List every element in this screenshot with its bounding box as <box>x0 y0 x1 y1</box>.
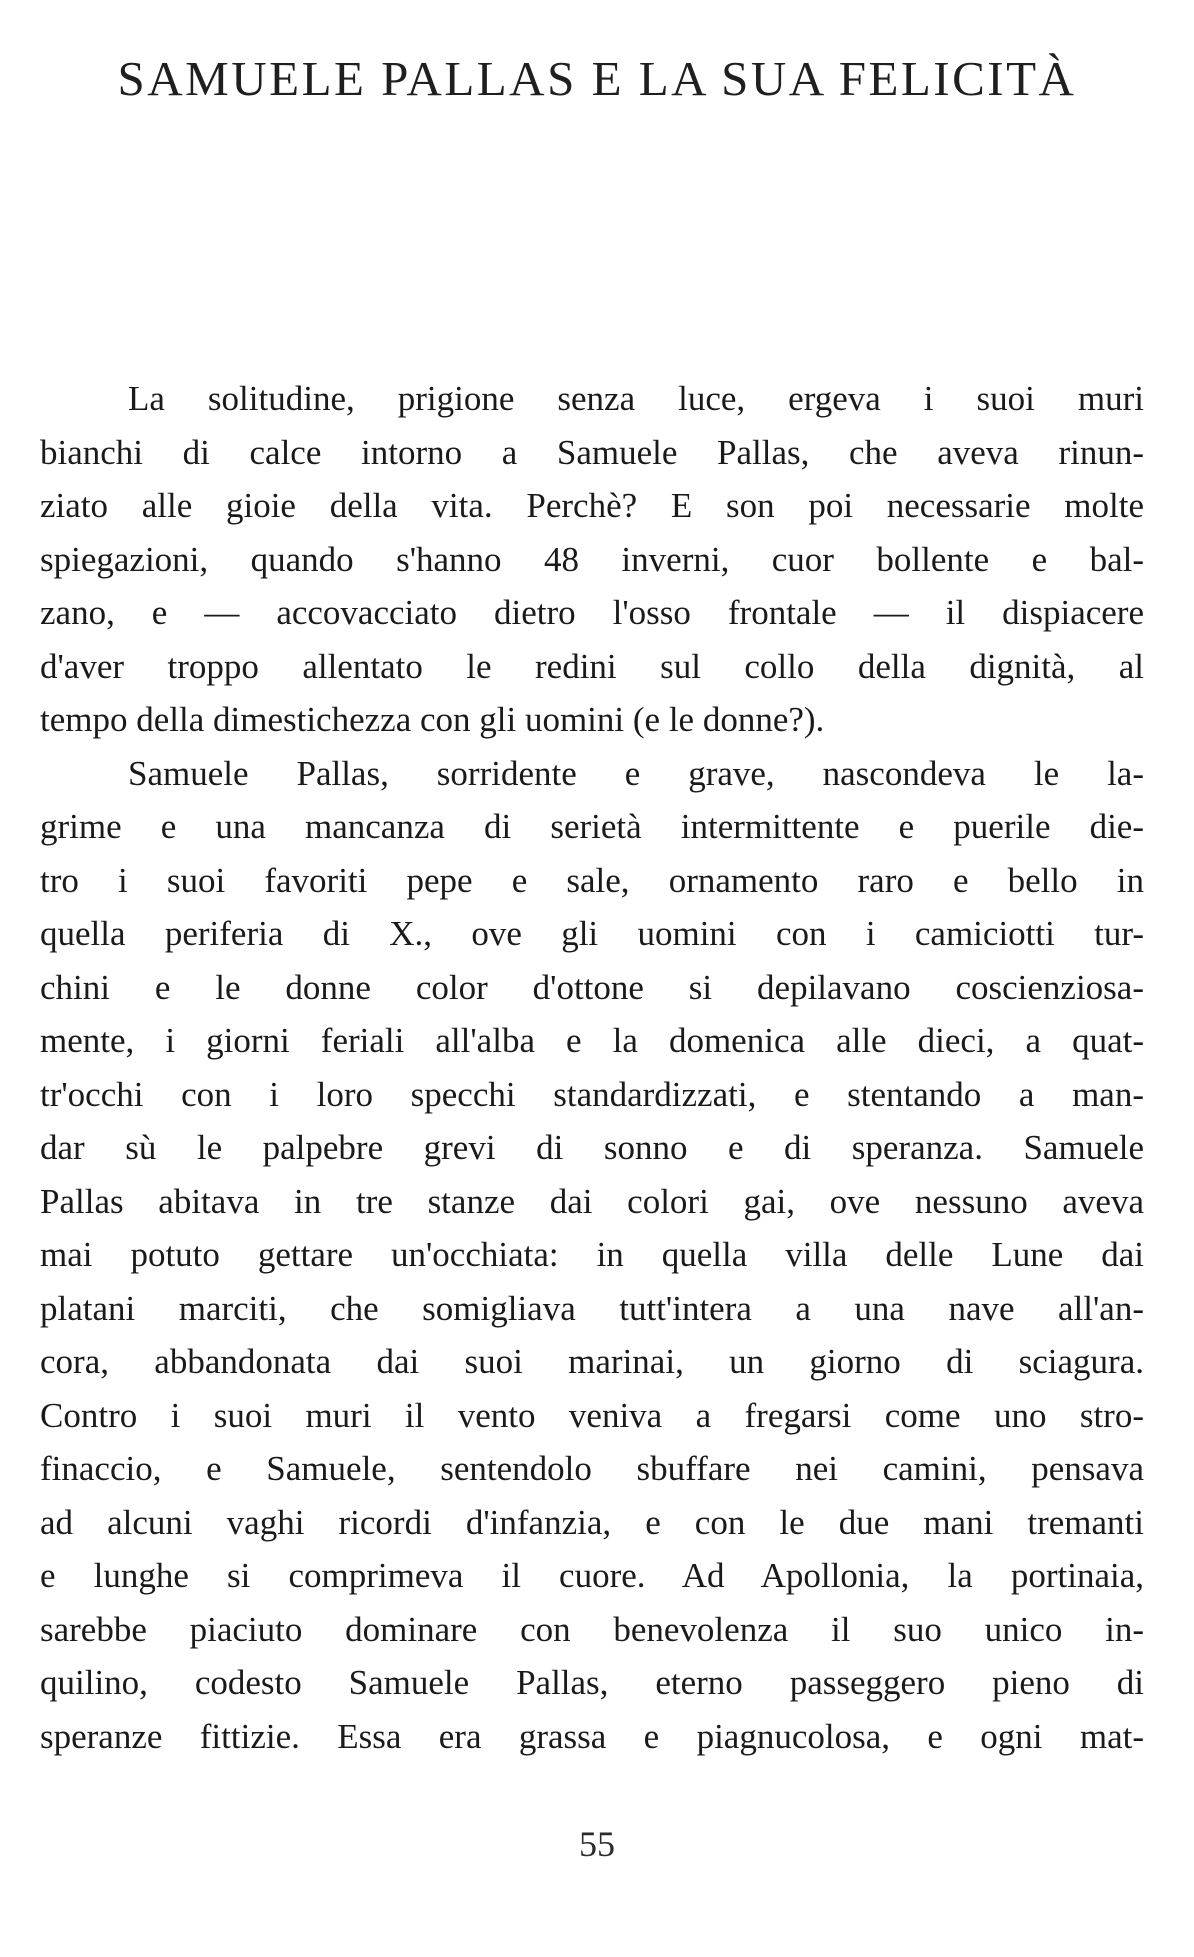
text-line: e lunghe si comprimeva il cuore. Ad Apollonia, la portinaia, <box>40 1556 1144 1595</box>
text-line: tempo della dimestichezza con gli uomini (e le donne?). <box>40 700 825 739</box>
text-line: cora, abbandonata dai suoi marinai, un giorno di sciagura. <box>40 1342 1144 1381</box>
text-line: Contro i suoi muri il vento veniva a fregarsi come uno stro- <box>40 1395 1144 1435</box>
text-line: zano, e — accovacciato dietro l'osso frontale — il dispiacere <box>40 593 1144 632</box>
text-line: dar sù le palpebre grevi di sonno e di speranza. Samuele <box>40 1128 1144 1167</box>
text-line: spiegazioni, quando s'hanno 48 inverni, cuor bollente e bal- <box>40 539 1144 579</box>
text-line: mai potuto gettare un'occhiata: in quella villa delle Lune dai <box>40 1235 1144 1274</box>
text-line: quilino, codesto Samuele Pallas, eterno passeggero pieno di <box>40 1663 1144 1702</box>
text-line: platani marciti, che somigliava tutt'intera a una nave all'an- <box>40 1288 1144 1328</box>
text-line: Pallas abitava in tre stanze dai colori gai, ove nessuno aveva <box>40 1181 1144 1221</box>
chapter-title: SAMUELE PALLAS E LA SUA FELICITÀ <box>117 51 1077 106</box>
text-line: tro i suoi favoriti pepe e sale, ornamento raro e bello in <box>40 860 1144 900</box>
text-line: La solitudine, prigione senza luce, ergeva i suoi muri <box>128 379 1144 418</box>
text-line: sarebbe piaciuto dominare con benevolenza il suo unico in- <box>40 1609 1144 1649</box>
text-line: grime e una mancanza di serietà intermittente e puerile die- <box>40 807 1144 846</box>
text-line: quella periferia di X., ove gli uomini con i camiciotti tur- <box>40 914 1144 953</box>
text-line: ziato alle gioie della vita. Perchè? E son poi necessarie molte <box>40 486 1144 525</box>
text-line: bianchi di calce intorno a Samuele Pallas, che aveva rinun- <box>40 432 1144 472</box>
text-line: ad alcuni vaghi ricordi d'infanzia, e con le due mani tremanti <box>40 1502 1144 1542</box>
text-line: chini e le donne color d'ottone si depilavano coscienziosa- <box>40 967 1144 1007</box>
text-line: speranze fittizie. Essa era grassa e piagnucolosa, e ogni mat- <box>40 1716 1144 1756</box>
text-line: finaccio, e Samuele, sentendolo sbuffare nei camini, pensava <box>40 1449 1144 1488</box>
text-line: d'aver troppo allentato le redini sul collo della dignità, al <box>40 646 1144 686</box>
text-line: tr'occhi con i loro specchi standardizzati, e stentando a man- <box>40 1074 1144 1114</box>
body-text <box>40 372 1144 1763</box>
text-line: Samuele Pallas, sorridente e grave, nascondeva le la- <box>128 753 1144 793</box>
page-number: 55 <box>579 1824 615 1864</box>
text-line: mente, i giorni feriali all'alba e la domenica alle dieci, a quat- <box>40 1021 1144 1060</box>
